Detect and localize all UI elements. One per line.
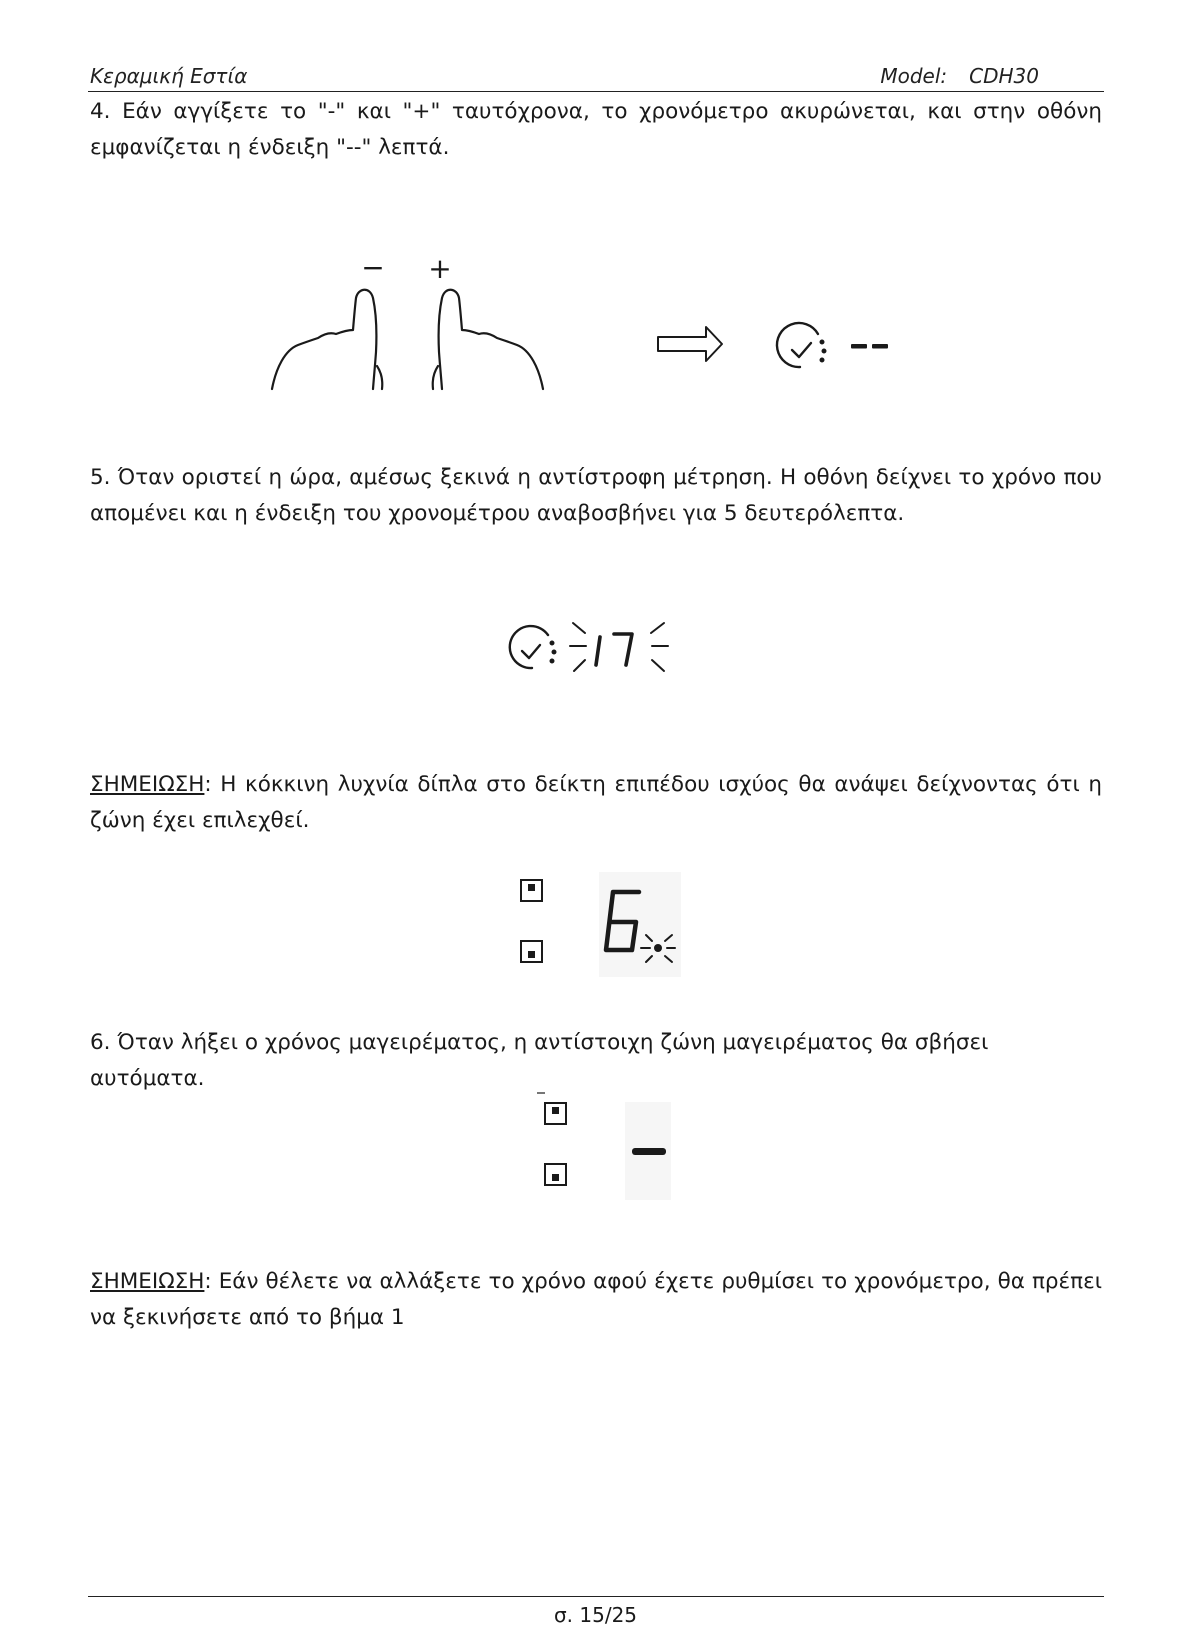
model-info (880, 64, 1039, 88)
zone-indicator-icon (545, 1164, 566, 1185)
zone-indicator-icon (521, 880, 542, 901)
footer-divider (88, 1596, 1104, 1597)
indicator-dot (654, 944, 662, 952)
note2-text: : Εάν θέλετε να αλλάξετε το χρόνο αφού έχετε ρυθμίσει το χρονόμετρο, θα πρέπει να ξεκινήσετε από το βήμα 1 (90, 1269, 1102, 1330)
step6-text: 6. Όταν λήξει ο χρόνος μαγειρέματος, η αντίστοιχη ζώνη μαγειρέματος θα σβήσει αυτόματα. (90, 1030, 989, 1091)
note1-text: : Η κόκκινη λυχνία δίπλα στο δείκτη επιπέδου ισχύος θα ανάψει δείχνοντας ότι η ζώνη έχει επιλεχθεί. (90, 772, 1102, 833)
plus-label: + (428, 252, 452, 285)
step4-text: 4. Εάν αγγίξετε το "-" και "+" ταυτόχρονα, το χρονόμετρο ακυρώνεται, και στην οθόνη εμφανίζεται η ένδειξη "--" λεπτά. (90, 99, 1102, 160)
document-title: Κεραμική Εστία (90, 64, 248, 88)
right-arrow-icon (658, 327, 722, 361)
header-divider (88, 91, 1104, 92)
note2-paragraph (90, 1264, 1102, 1336)
display-off-dash (632, 1148, 666, 1155)
note1-paragraph (90, 767, 1102, 839)
power-level-digit-6 (606, 892, 639, 950)
blink-rays-icon (570, 623, 668, 671)
note-label: ΣΗΜΕΙΩΣΗ (90, 1269, 205, 1294)
zone-indicator-icon (521, 941, 542, 962)
pointing-hand-icon (272, 290, 543, 389)
blink-rays-icon (641, 935, 675, 962)
timer-display-dashes (851, 344, 888, 349)
zone-indicator-icon (545, 1103, 566, 1124)
timer-clock-icon (510, 626, 556, 668)
display-background (625, 1102, 671, 1200)
model-label: Model: (880, 64, 948, 88)
blinking-digits-17 (596, 634, 632, 665)
minus-label: − (361, 251, 385, 284)
step5-text: 5. Όταν οριστεί η ώρα, αμέσως ξεκινά η αντίστροφη μέτρηση. Η οθόνη δείχνει το χρόνο που απομένει και η ένδειξη του χρονομέτρου αναβοσβήνει για 5 δευτερόλεπτα. (90, 465, 1102, 526)
timer-clock-icon (777, 323, 825, 367)
display-background (599, 872, 681, 977)
model-value: CDH30 (969, 64, 1039, 88)
note-label: ΣΗΜΕΙΩΣΗ (90, 772, 205, 797)
page-number: σ. 15/25 (553, 1603, 638, 1627)
